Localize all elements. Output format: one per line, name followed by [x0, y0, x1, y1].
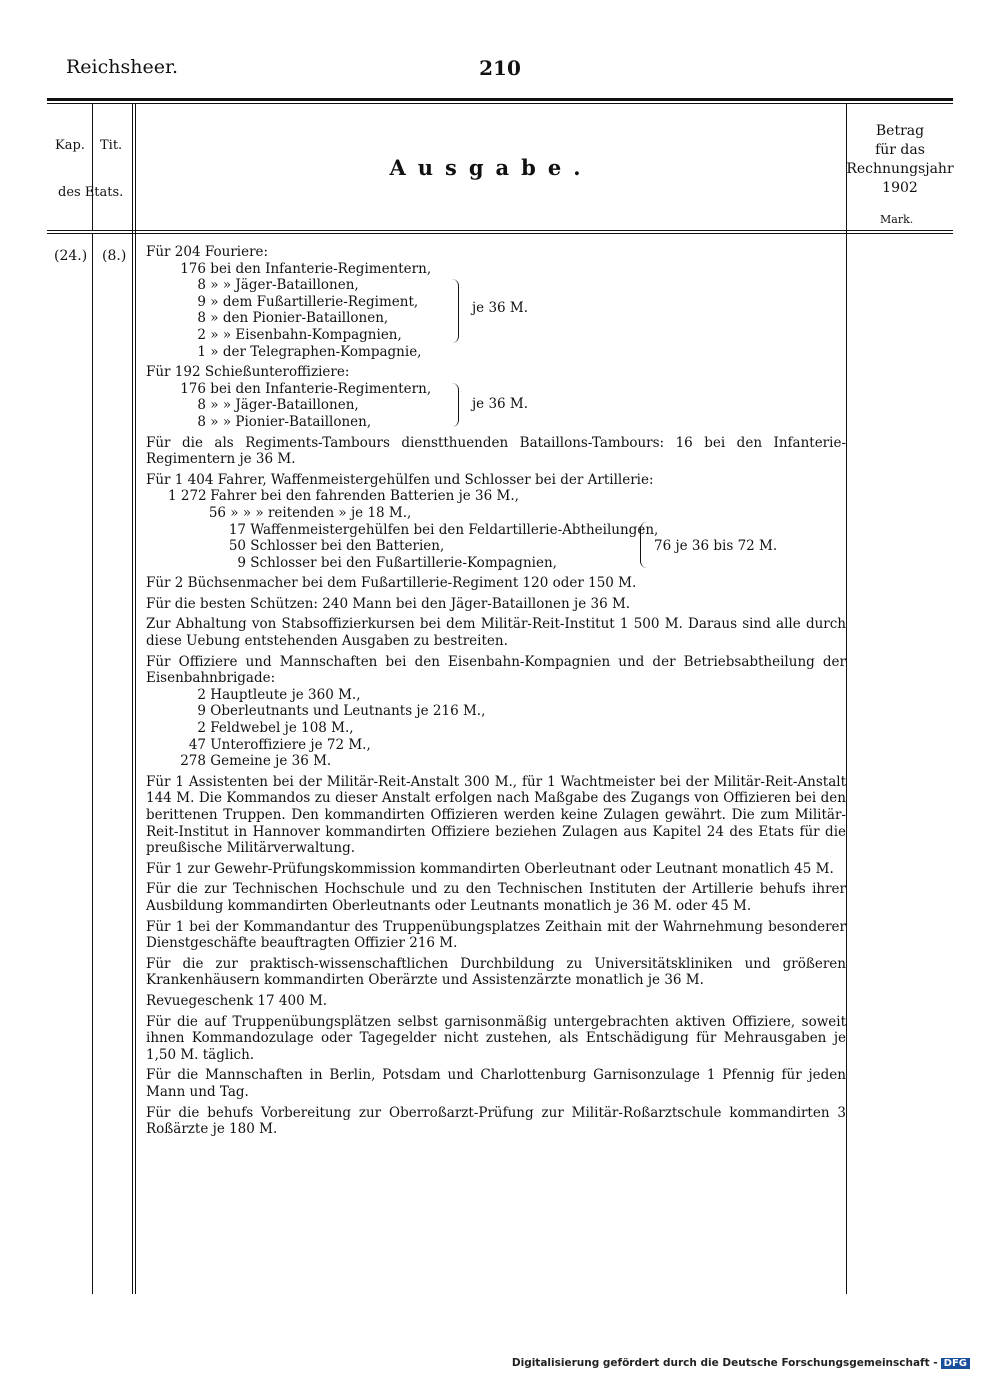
entry-hochschule: [146, 881, 846, 914]
stabsoffizier-text: Zur Abhaltung von Stabsoffizierkursen bei dem Militär-Reit-Institut 1 500 M. Daraus sind alle durch diese Uebung entstehenden Ausgaben zu bestreiten.: [146, 616, 846, 650]
entry-fouriere: [146, 244, 846, 360]
header-betrag-line-2: für das: [875, 142, 925, 158]
fahrer-brace: [640, 522, 647, 568]
col-divider-tit-text-double: [135, 104, 136, 1294]
list-item: 176 bei den Infanterie-Regimentern,: [180, 380, 432, 397]
schiess-brace-label: je 36 M.: [472, 395, 529, 412]
list-item: 17 Waffenmeistergehülfen bei den Feldartillerie-Abtheilungen,: [228, 521, 659, 538]
gewehr-text: Für 1 zur Gewehr-Prüfungskommission kommandirten Oberleutnant oder Leutnant monatlich 45 M.: [146, 860, 834, 877]
list-item: 56 » » » reitenden » je 18 M.,: [208, 504, 412, 521]
zeithain-text: Für 1 bei der Kommandantur des Truppenübungsplatzes Zeithain mit der Wahrnehmung besonderer Dienstgeschäfte beauftragten Offizier 216 M.: [146, 918, 846, 952]
fahrer-brace-label: 76 je 36 bis 72 M.: [654, 538, 778, 555]
header-ausgabe: Ausgabe.: [389, 155, 593, 180]
list-item: 47 Unteroffiziere je 72 M.,: [188, 736, 371, 753]
entry-universitaet: [146, 956, 846, 989]
header-rule: [47, 230, 953, 231]
entry-rossarzt: [146, 1105, 846, 1138]
list-item: 9 » dem Fußartillerie-Regiment,: [197, 293, 419, 310]
fouriere-brace-label: je 36 M.: [472, 299, 529, 316]
row-kap-ref: (24.): [54, 248, 88, 264]
header-rule-double: [47, 233, 953, 234]
list-item: 8 » » Jäger-Bataillonen,: [197, 277, 359, 294]
entry-gewehr: [146, 861, 846, 878]
footer-credit: [512, 1357, 970, 1369]
schuetzen-text: Für die besten Schützen: 240 Mann bei den Jäger-Bataillonen je 36 M.: [146, 595, 631, 612]
fahrer-list: [146, 488, 846, 571]
schiess-list: [146, 381, 846, 431]
list-item: 278 Gemeine je 36 M.: [180, 753, 332, 770]
entry-truppenuebung: [146, 1014, 846, 1064]
ausgabe-content: [146, 244, 846, 1142]
revue-text: Revuegeschenk 17 400 M.: [146, 992, 328, 1009]
entry-revue: [146, 993, 846, 1010]
entry-eisenbahn: [146, 654, 846, 770]
entry-zeithain: [146, 919, 846, 952]
header-betrag-line-1: Betrag: [875, 123, 925, 139]
list-item: 1 272 Fahrer bei den fahrenden Batterien je 36 M.,: [168, 488, 519, 505]
assistenten-text: Für 1 Assistenten bei der Militär-Reit-Anstalt 300 M., für 1 Wachtmeister bei der Militär-Reit-Anstalt 144 M. Die Kommandos zu dieser Anstalt erfolgen nach Maßgabe des Zugangs von Offizieren bei den berittenen Truppen. Den kommandirten Offizieren werden keine Zulagen gewährt. Die zum Militär-Reit-Institut in Hannover kommandirten Offiziere beziehen Zulagen aus Kapitel 24 des Etats für die preußische Militärverwaltung.: [146, 773, 846, 857]
list-item: 9 Oberleutnants und Leutnants je 216 M.,: [197, 703, 486, 720]
fouriere-list: [146, 261, 846, 361]
row-tit-ref: (8.): [102, 248, 127, 264]
header-des-etats: des Etats.: [58, 185, 124, 200]
list-item: 8 » » Jäger-Bataillonen,: [197, 397, 359, 414]
eisenbahn-list: [146, 687, 846, 770]
entry-stabsoffizier: [146, 616, 846, 649]
list-item: 2 » » Eisenbahn-Kompagnien,: [197, 326, 402, 343]
header-kap: Kap.: [55, 138, 85, 153]
col-divider-text-betrag: [846, 104, 847, 1294]
page-number: 210: [479, 56, 521, 80]
list-item: 8 » » Pionier-Bataillonen,: [197, 413, 372, 430]
rossarzt-text: Für die behufs Vorbereitung zur Oberroßarzt-Prüfung zur Militär-Roßarztschule kommandirten 3 Roßärzte je 180 M.: [146, 1104, 846, 1138]
top-rule-thick: [47, 98, 953, 101]
col-divider-kap-tit: [92, 234, 93, 1294]
header-betrag-line-3: Rechnungsjahr: [846, 161, 954, 177]
dfg-logo: DFG: [941, 1358, 970, 1369]
list-item: 50 Schlosser bei den Batterien,: [228, 538, 445, 555]
header-betrag-year: 1902: [882, 180, 918, 196]
header-tit: Tit.: [100, 138, 123, 153]
truppenuebung-text: Für die auf Truppenübungsplätzen selbst garnisonmäßig untergebrachten aktiven Offiziere, soweit ihnen Kommandozulage oder Tagegelder nicht zustehen, als Entschädigung für Mehrausgaben je 1,50 M. täglich.: [146, 1013, 846, 1063]
list-item: 2 Feldwebel je 108 M.,: [197, 720, 354, 737]
fouriere-heading: Für 204 Fouriere:: [146, 244, 269, 260]
running-head-title: Reichsheer.: [66, 56, 179, 78]
header-mark: Mark.: [880, 213, 914, 226]
entry-berlin: [146, 1067, 846, 1100]
schiess-heading: Für 192 Schießunteroffiziere:: [146, 364, 350, 381]
hochschule-text: Für die zur Technischen Hochschule und zu den Technischen Instituten der Artillerie behufs ihrer Ausbildung kommandirten Oberleutnants oder Leutnants monatlich je 36 M. oder 45 M.: [146, 881, 846, 914]
buechsenmacher-text: Für 2 Büchsenmacher bei dem Fußartillerie-Regiment 120 oder 150 M.: [146, 575, 637, 592]
col-divider-kap-tit-header: [92, 104, 93, 231]
eisenbahn-heading: Für Offiziere und Mannschaften bei den Eisenbahn-Kompagnien und der Betriebsabtheilung der Eisenbahnbrigade:: [146, 653, 846, 687]
berlin-text: Für die Mannschaften in Berlin, Potsdam und Charlottenburg Garnisonzulage 1 Pfennig für jeden Mann und Tag.: [146, 1067, 846, 1100]
fouriere-brace: [452, 279, 459, 343]
list-item: 9 Schlosser bei den Fußartillerie-Kompagnien,: [237, 554, 557, 571]
col-divider-tit-text: [132, 104, 133, 1294]
entry-buechsenmacher: [146, 575, 846, 592]
fahrer-heading: Für 1 404 Fahrer, Waffenmeistergehülfen und Schlosser bei der Artillerie:: [146, 471, 654, 488]
entry-schuetzen: [146, 596, 846, 613]
entry-fahrer: [146, 472, 846, 572]
entry-tambours: [146, 435, 846, 468]
entry-assistenten: [146, 774, 846, 857]
list-item: 176 bei den Infanterie-Regimentern,: [180, 260, 432, 277]
list-item: 8 » den Pionier-Bataillonen,: [197, 310, 389, 327]
universitaet-text: Für die zur praktisch-wissenschaftlichen Durchbildung zu Universitätskliniken und größeren Krankenhäusern kommandirten Oberärzte und Assistenzärzte monatlich je 36 M.: [146, 955, 846, 989]
entry-schiessunteroffiziere: [146, 364, 846, 430]
header-betrag: [846, 122, 954, 198]
schiess-brace: [452, 383, 459, 427]
list-item: 1 » der Telegraphen-Kompagnie,: [197, 343, 422, 360]
top-rule-thin: [47, 103, 953, 104]
list-item: 2 Hauptleute je 360 M.,: [197, 686, 361, 703]
tambours-text: Für die als Regiments-Tambours dienstthuenden Bataillons-Tambours: 16 bei den Infanterie-Regimentern je 36 M.: [146, 434, 846, 468]
footer-text: Digitalisierung gefördert durch die Deutsche Forschungsgemeinschaft -: [511, 1357, 938, 1369]
